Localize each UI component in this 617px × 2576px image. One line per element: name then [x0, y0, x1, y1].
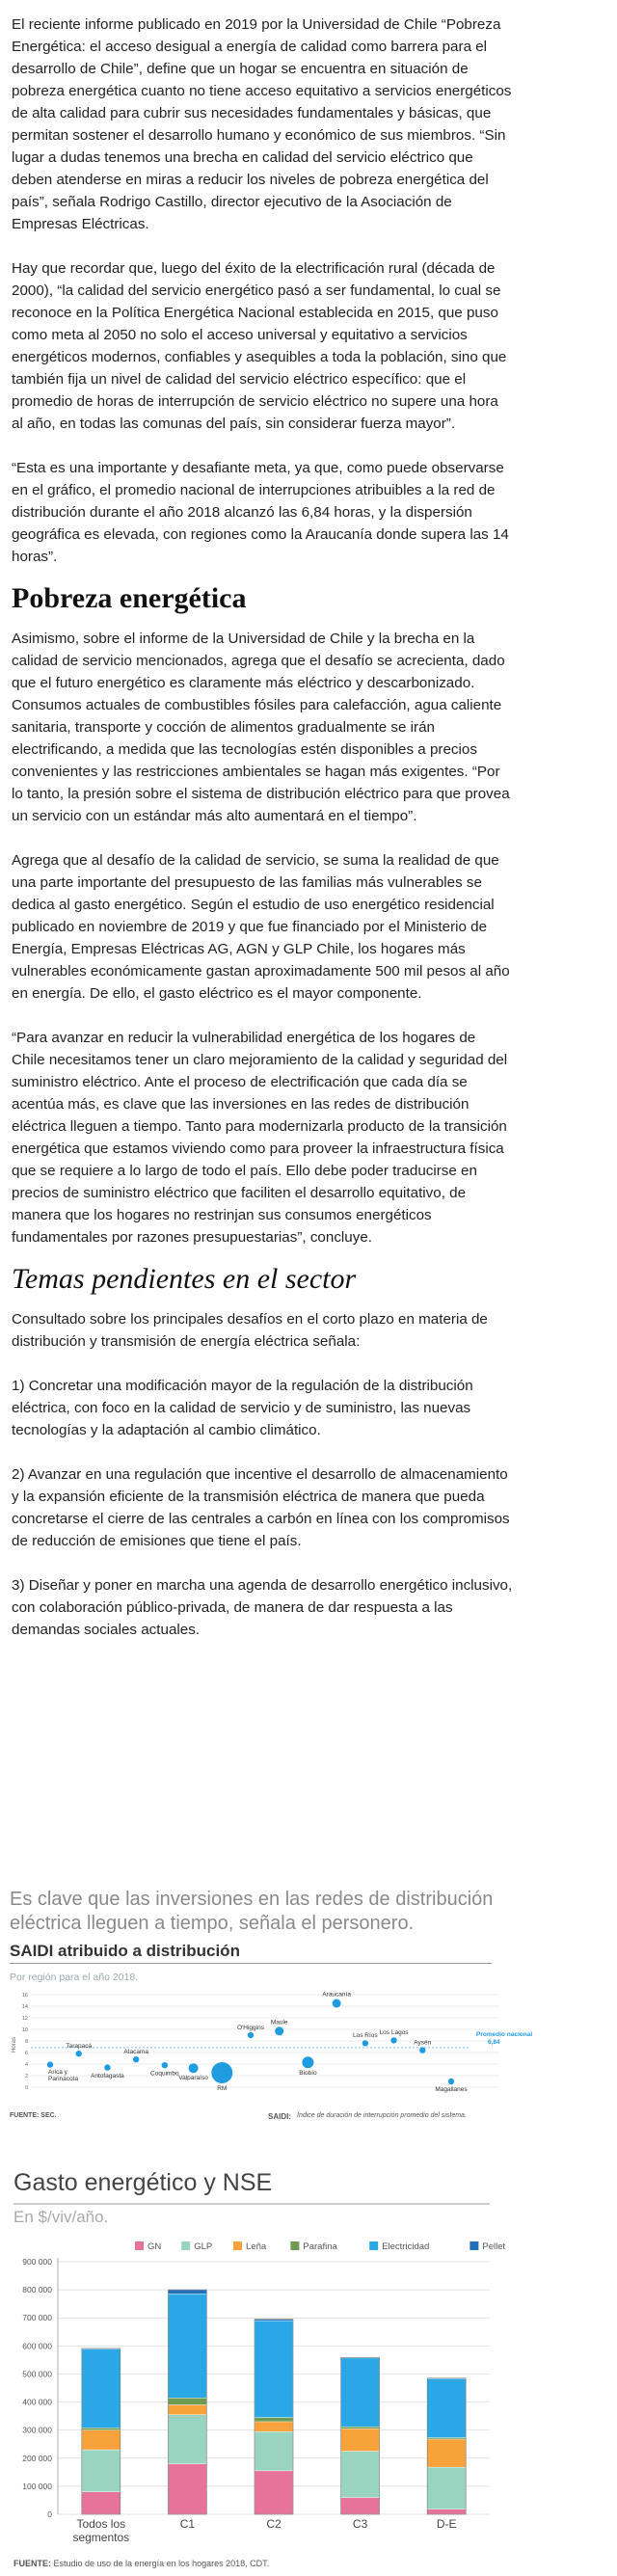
saidi-point-label: Los Ríos: [353, 2032, 378, 2040]
nse-legend-label: Leña: [246, 2241, 267, 2252]
paragraph: 2) Avanzar en una regulación que incentive el desarrollo de almacenamiento y la expansión eficiente de la transmisión eléctrica de manera que pueda concretarse el cierre de las centrales a carbón en línea con los compromisos de reducción de emisiones que tiene el país.: [12, 1466, 510, 1549]
paragraph: “Para avanzar en reducir la vulnerabilidad energética de los hogares de Chile necesitamos tener un claro mejoramiento de la calidad y seguridad del suministro eléctrico. Ante el proceso de electrificación que cada día se acentúa más, es clave que las inversiones en las redes de distribución eléctrica lleguen a tiempo. Tanto para modernizarla producto de la transición energética que estamos viviendo como para proveer la infraestructura física que se requiere a lo largo de todo el país. Ello debe poder traducirse en precios de suministro eléctrico que faciliten el desarrollo equitativo, de manera que los hogares no restrinjan sus consumos energéticos fundamentales por razones presupuestarias”, concluye.: [12, 1030, 508, 1246]
saidi-average-value: 6,84: [488, 2038, 500, 2046]
saidi-point: [248, 2032, 254, 2038]
nse-legend-swatch: [369, 2241, 378, 2250]
nse-legend-label: Parafina: [303, 2241, 337, 2252]
saidi-source-right: Índice de duración de interrupción promedio del sistema.: [297, 2112, 467, 2119]
nse-y-tick-label: 100 000: [22, 2481, 52, 2491]
saidi-point-label: Tarapacá: [66, 2043, 93, 2050]
nse-source: [13, 2559, 269, 2568]
paragraph: 3) Diseñar y poner en marcha una agenda de desarrollo energético inclusivo, con colaboración público-privada, de manera de dar respuesta a las demandas sociales actuales.: [12, 1577, 513, 1638]
nse-y-tick-label: 200 000: [22, 2453, 52, 2463]
saidi-y-tick-label: 14: [21, 2004, 28, 2010]
saidi-point: [47, 2061, 53, 2067]
saidi-y-axis-label: Horas: [12, 2036, 17, 2053]
saidi-point-label: Magallanes: [435, 2086, 468, 2094]
saidi-point: [189, 2063, 199, 2073]
saidi-y-tick-label: 10: [21, 2027, 28, 2033]
saidi-point: [76, 2051, 82, 2056]
saidi-point-label: RM: [217, 2085, 228, 2092]
saidi-point: [448, 2079, 454, 2084]
section-heading-temas: Temas pendientes en el sector: [12, 1263, 357, 1295]
saidi-point-label: Arica y: [48, 2068, 67, 2076]
nse-y-tick-label: 0: [47, 2509, 52, 2519]
saidi-point: [333, 1999, 341, 2008]
saidi-point-label: Atacama: [123, 2049, 148, 2055]
paragraph: El reciente informe publicado en 2019 por la Universidad de Chile “Pobreza Energética: el acceso desigual a energía de calidad como barrera para el desarrollo de Chile”, define que un hogar se encuentra en situación de pobreza energética cuanto no tiene acceso equitativo a servicios energéticos de alta calidad para cubrir sus necesidades fundamentales y básicas, que permitan sostener el desarrollo humano y económico de sus miembros. “Sin lugar a dudas tenemos una brecha en calidad del servicio eléctrico que deben atenderse en miras a reducir los niveles de pobreza energética del país”, señala Rodrigo Castillo, director ejecutivo de la Asociación de Empresas Eléctricas.: [12, 16, 512, 232]
nse-bar-segment: [255, 2471, 293, 2514]
nse-chart: [0, 2169, 521, 2574]
nse-bar-segment: [427, 2467, 466, 2509]
saidi-average-label: Promedio nacional: [476, 2030, 533, 2038]
saidi-point: [104, 2064, 110, 2070]
nse-bar-segment: [341, 2498, 380, 2514]
nse-source-bold: FUENTE:: [13, 2559, 51, 2568]
nse-x-tick-label: D-E: [436, 2517, 457, 2531]
nse-legend-label: GN: [148, 2241, 162, 2252]
saidi-chart-subtitle: Por región para el año 2018.: [10, 1972, 139, 1983]
nse-bar-segment: [168, 2290, 206, 2294]
nse-bar-segment: [427, 2438, 466, 2439]
saidi-point-label: Parinacota: [48, 2075, 79, 2082]
nse-bar-segment: [341, 2428, 380, 2451]
nse-legend-swatch: [290, 2241, 299, 2250]
saidi-y-tick-label: 0: [24, 2085, 28, 2091]
saidi-y-tick-label: 8: [24, 2039, 28, 2045]
saidi-y-tick-label: 2: [24, 2074, 28, 2080]
nse-x-tick-label: C1: [179, 2517, 196, 2531]
nse-bar-segment: [255, 2418, 293, 2422]
nse-bar-segment: [168, 2415, 206, 2464]
nse-legend-swatch: [181, 2241, 190, 2250]
nse-x-tick-label: C2: [266, 2517, 282, 2531]
saidi-chart-title: SAIDI atribuido a distribución: [10, 1942, 240, 1960]
nse-legend-label: GLP: [194, 2241, 213, 2252]
section-heading-pobreza: Pobreza energética: [12, 582, 247, 614]
saidi-source: [10, 2112, 501, 2124]
saidi-point-label: Maule: [270, 2019, 288, 2026]
paragraph: Agrega que al desafío de la calidad de servicio, se suma la realidad de que una parte importante del presupuesto de las familias más vulnerables se dedica al gasto energético. Según el estudio de uso energético residencial publicado en noviembre de 2019 y que fue financiado por el Ministerio de Energía, Empresas Eléctricas AG, AGN y GLP Chile, los hogares más vulnerables económicamente gastan aproximadamente 500 mil pesos al año en energía. De ello, el gasto eléctrico es el mayor componente.: [12, 852, 510, 1002]
saidi-y-tick-label: 12: [21, 2016, 28, 2022]
saidi-y-tick-label: 16: [21, 1993, 28, 1999]
saidi-title-rule: [10, 1963, 492, 1964]
nse-y-tick-label: 900 000: [22, 2257, 52, 2267]
nse-y-tick-label: 400 000: [22, 2397, 52, 2407]
nse-x-tick-label: Todos los: [76, 2517, 126, 2531]
saidi-point: [133, 2056, 139, 2062]
saidi-figure: [10, 1888, 533, 2124]
nse-y-tick-label: 800 000: [22, 2285, 52, 2295]
nse-bar-segment: [341, 2358, 380, 2427]
nse-bar-segment: [82, 2428, 121, 2429]
nse-bar-segment: [341, 2452, 380, 2498]
nse-y-tick-label: 600 000: [22, 2341, 52, 2351]
saidi-point-label: O'Higgins: [237, 2024, 264, 2031]
saidi-point: [419, 2047, 425, 2053]
saidi-point: [362, 2040, 368, 2046]
saidi-point-label: Los Lagos: [379, 2029, 409, 2037]
nse-source-rest: Estudio de uso de la energía en los hogares 2018, CDT.: [51, 2559, 270, 2568]
nse-bar-segment: [341, 2427, 380, 2428]
saidi-point: [211, 2062, 232, 2083]
paragraph: Asimismo, sobre el informe de la Universidad de Chile y la brecha en la calidad de servicio mencionados, agrega que el desafío se acrecienta, dado que el futuro energético es claramente más eléctrico y descarbonizado. Consumos actuales de combustibles fósiles para calefacción, agua caliente sanitaria, transporte y cocción de alimentos gradualmente se irán electrificando, a medida que las tecnologías estén disponibles a precios convenientes y las restricciones ambientales se hagan más exigentes. “Por lo tanto, la presión sobre el sistema de distribución eléctrico para que provea un servicio con un estándar más alto aumentará en el tiempo”.: [12, 631, 510, 824]
saidi-y-tick-label: 6: [24, 2051, 28, 2056]
nse-bar-segment: [427, 2378, 466, 2437]
saidi-source-bold: SAIDI:: [268, 2112, 291, 2121]
nse-legend-label: Pellet: [482, 2241, 506, 2252]
nse-figure: [0, 2169, 521, 2574]
nse-bar-segment: [168, 2294, 206, 2398]
nse-bar-segment: [82, 2492, 121, 2514]
saidi-point: [162, 2062, 168, 2068]
nse-legend-swatch: [135, 2241, 144, 2250]
nse-chart-title: Gasto energético y NSE: [13, 2169, 273, 2196]
figure-quote: Es clave que las inversiones en las redes de distribución eléctrica lleguen a tiempo, señala el personero.: [10, 1889, 494, 1934]
saidi-point-label: Valparaíso: [178, 2075, 208, 2082]
saidi-point-label: Biobío: [299, 2070, 317, 2078]
nse-bar-segment: [255, 2321, 293, 2417]
nse-legend-label: Electricidad: [382, 2241, 430, 2252]
nse-bar-segment: [255, 2422, 293, 2431]
nse-legend-swatch: [233, 2241, 242, 2250]
paragraph: “Esta es una importante y desafiante meta, ya que, como puede observarse en el gráfico, el promedio nacional de interrupciones atribuibles a la red de distribución durante el año 2018 alcanzó las 6,84 horas, y la dispersión geográfica es elevada, con regiones como la Araucanía donde supera las 14 horas”.: [12, 460, 509, 565]
saidi-chart: [10, 1987, 533, 2112]
paragraph: Hay que recordar que, luego del éxito de la electrificación rural (década de 2000), “la calidad del servicio energético pasó a ser fundamental, lo cual se reconoce en la Política Energética Nacional establecida en 2015, que puso como meta al 2050 no solo el acceso universal y equitativo a servicios energéticos modernos, confiables y asequibles a toda la población, sino que también fija un nivel de calidad del servicio eléctrico específico: que el promedio de horas de interrupción de servicio eléctrico no supere una hora al año, en todas las comunas del país, sin considerar fuerza mayor”.: [12, 260, 507, 432]
nse-legend-swatch: [469, 2241, 478, 2250]
saidi-point-label: Araucanía: [322, 1991, 351, 1999]
nse-bar-segment: [427, 2509, 466, 2514]
nse-bar-segment: [255, 2431, 293, 2471]
saidi-point: [275, 2026, 283, 2035]
nse-bar-segment: [168, 2464, 206, 2514]
saidi-y-tick-label: 4: [24, 2062, 28, 2068]
nse-chart-subtitle: En $/viv/año.: [13, 2208, 109, 2226]
nse-x-tick-label: C3: [352, 2517, 368, 2531]
nse-bar-segment: [427, 2439, 466, 2467]
saidi-point-label: Aysén: [414, 2039, 432, 2047]
nse-bar-segment: [168, 2404, 206, 2414]
nse-y-tick-label: 300 000: [22, 2425, 52, 2435]
nse-bar-segment: [82, 2349, 121, 2428]
nse-bar-segment: [82, 2430, 121, 2450]
nse-bar-segment: [82, 2450, 121, 2492]
nse-y-tick-label: 500 000: [22, 2369, 52, 2379]
paragraph: 1) Concretar una modificación mayor de la regulación de la distribución eléctrica, con foco en la calidad de servicio y de suministro, las nuevas tecnologías y la adaptación al cambio climático.: [12, 1378, 473, 1438]
paragraph: Consultado sobre los principales desafíos en el corto plazo en materia de distribución y transmisión de energía eléctrica señala:: [12, 1311, 488, 1350]
nse-x-tick-label: segmentos: [72, 2531, 130, 2544]
nse-bar-segment: [168, 2398, 206, 2404]
saidi-source-left: FUENTE: SEC.: [10, 2112, 57, 2119]
article-body: [12, 13, 513, 1663]
saidi-point-label: Coquimbo: [150, 2070, 179, 2078]
saidi-point: [390, 2037, 396, 2043]
nse-y-tick-label: 700 000: [22, 2313, 52, 2323]
saidi-point-label: Antofagasta: [91, 2072, 124, 2080]
saidi-point: [302, 2056, 313, 2068]
